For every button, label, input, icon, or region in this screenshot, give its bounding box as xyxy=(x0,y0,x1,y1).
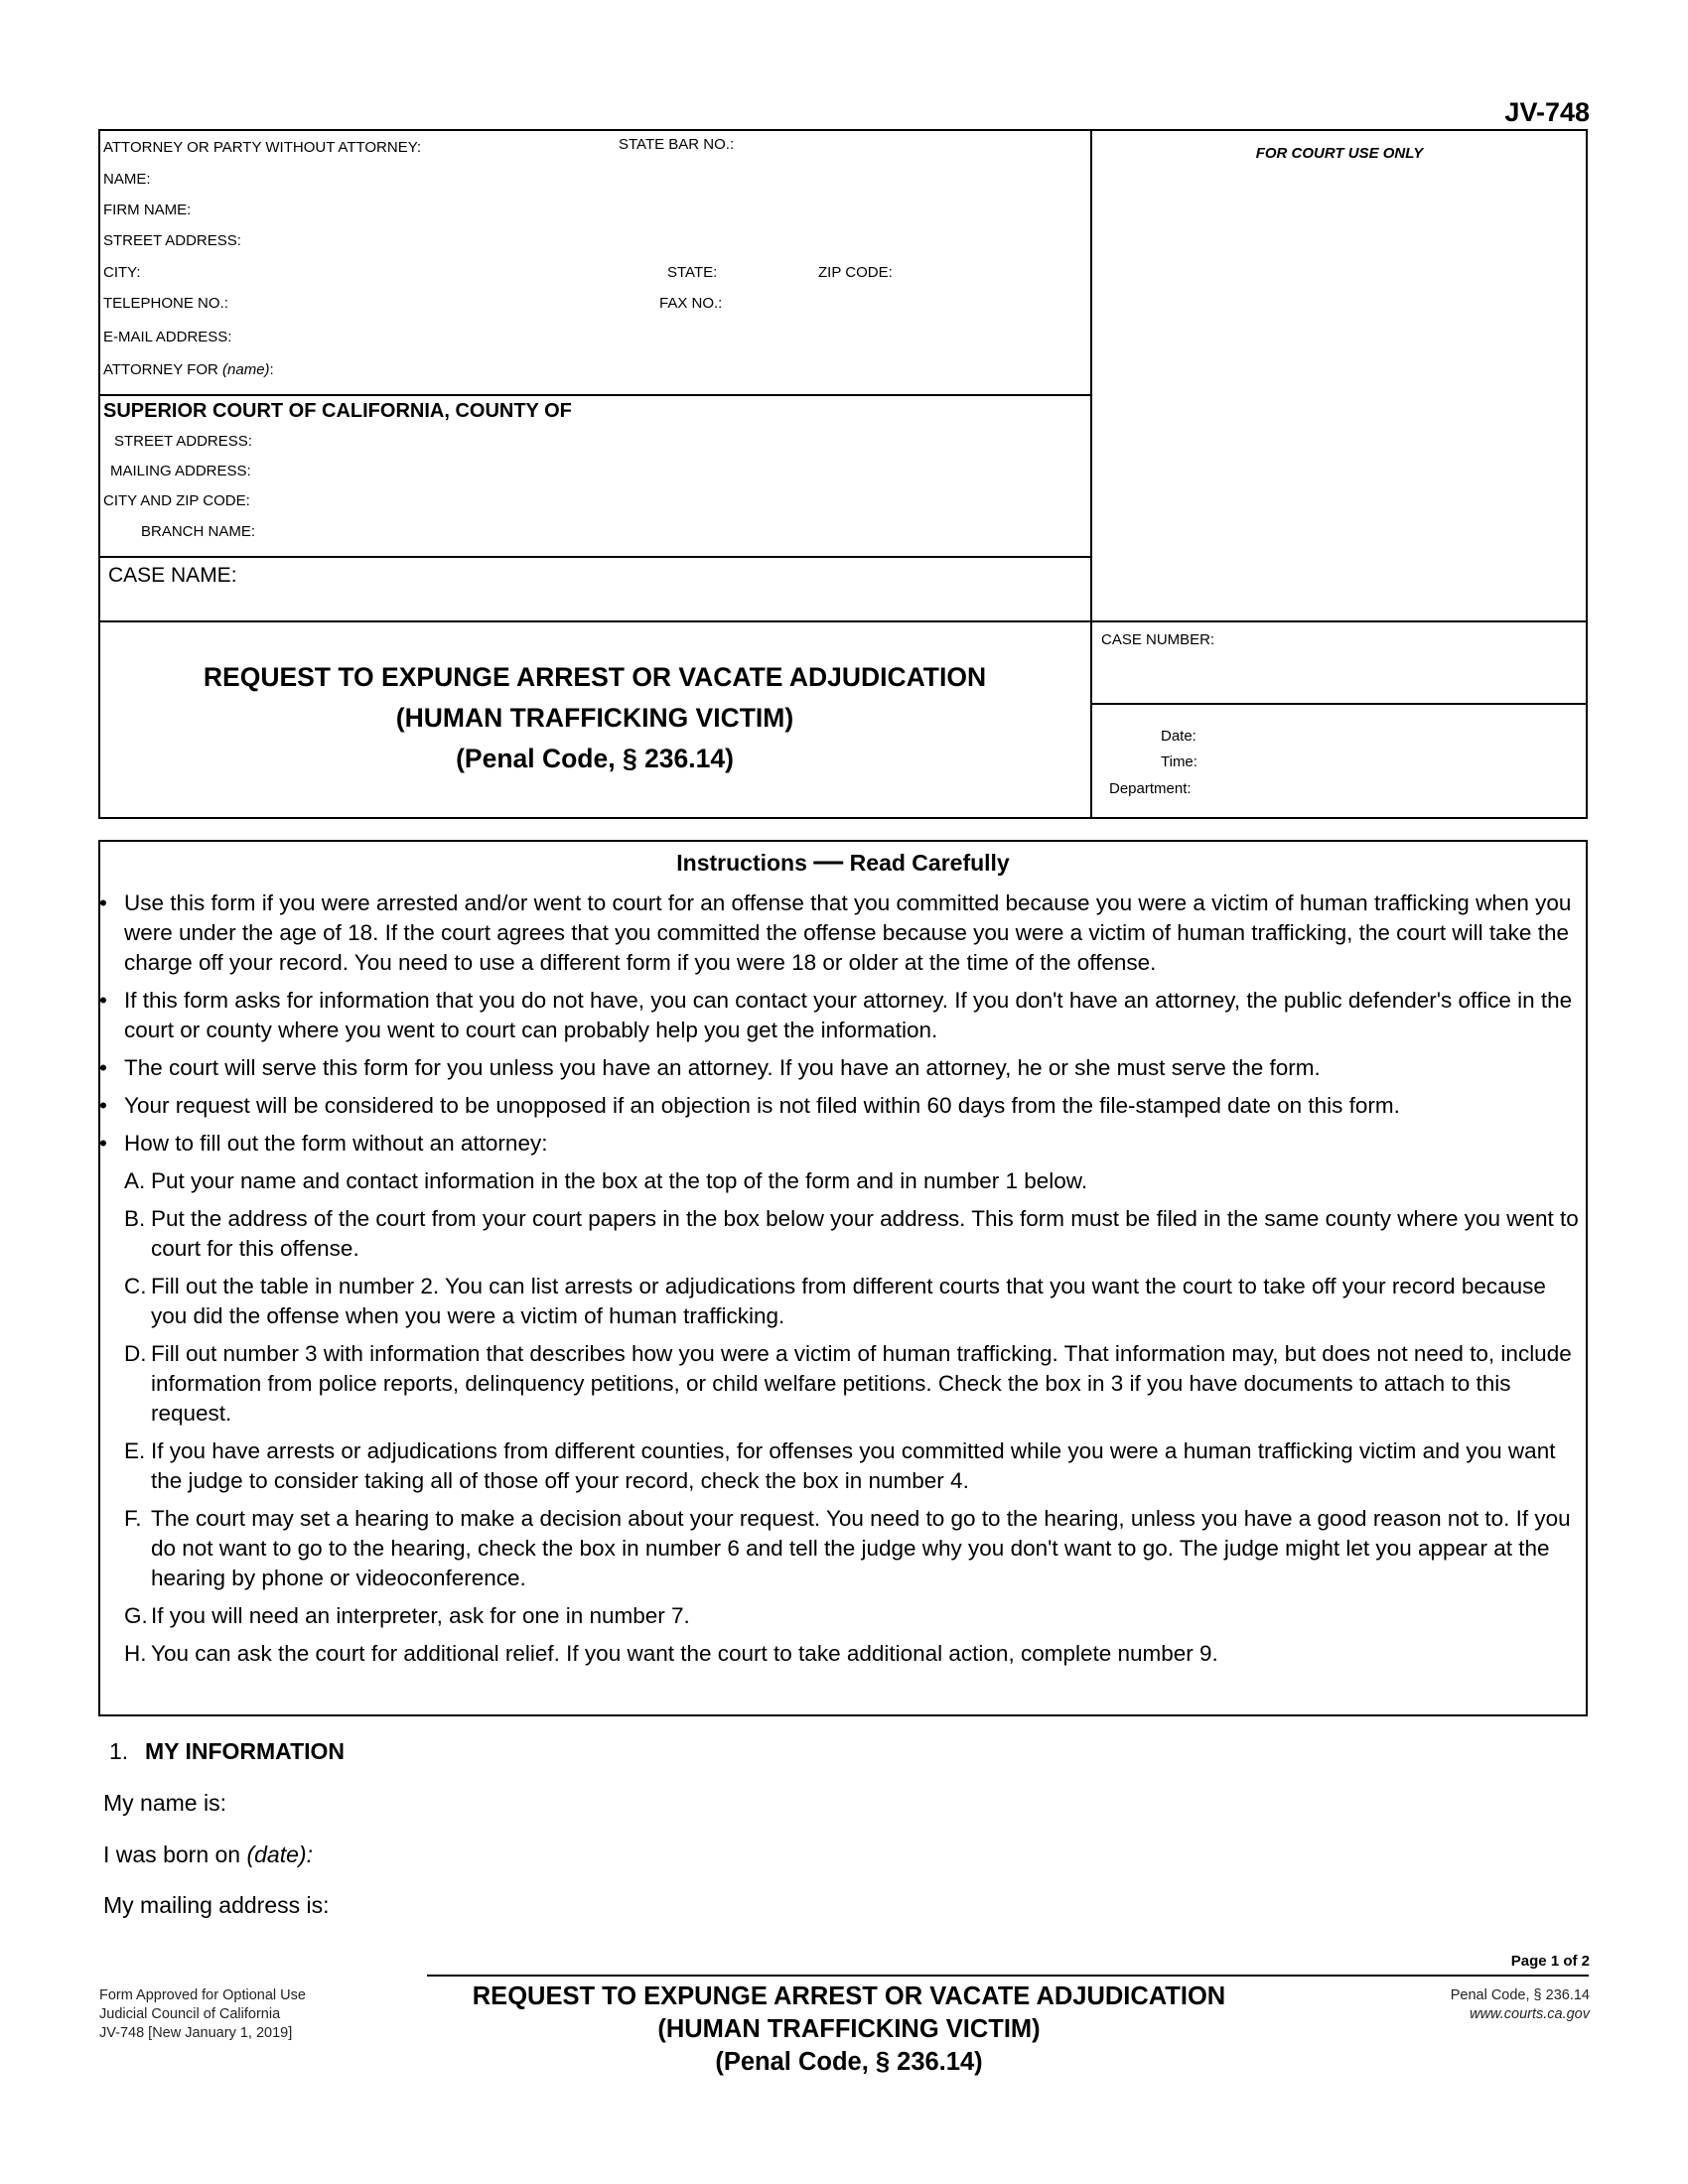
form-id: JV-748 xyxy=(1504,97,1590,127)
name-label: NAME: xyxy=(103,171,151,188)
section1-number: 1. xyxy=(109,1738,129,1764)
case-number-label: CASE NUMBER: xyxy=(1101,631,1215,648)
form-title-line2: (HUMAN TRAFFICKING VICTIM) xyxy=(395,703,794,733)
instruction-step: F. The court may set a hearing to make a decision about your request. You need to go to the hearing, unless you have a good reason not to. If you do not want to go to the hearing, check the box in number 6 and tell the judge why you don't want to go. The judge might let you appear at the hearing by phone or videoconference. xyxy=(124,1506,1571,1590)
telephone-label: TELEPHONE NO.: xyxy=(103,295,228,312)
footer-left: Form Approved for Optional Use Judicial Council of California JV-748 [New January 1, 2019] xyxy=(99,1987,306,2041)
instruction-bullet: • Your request will be considered to be unopposed if an objection is not filed within 60 days from the file-stamped date on this form. xyxy=(99,1093,1400,1118)
attorney-label: ATTORNEY OR PARTY WITHOUT ATTORNEY: xyxy=(103,139,422,156)
fax-label: FAX NO.: xyxy=(659,295,723,312)
footer-title: REQUEST TO EXPUNGE ARREST OR VACATE ADJUDICATION (HUMAN TRAFFICKING VICTIM) (Penal Code, § 236.14) xyxy=(472,1982,1226,2076)
state-bar-label: STATE BAR NO.: xyxy=(619,136,735,153)
zip-code-label: ZIP CODE: xyxy=(818,264,893,281)
case-number-bottom xyxy=(1090,703,1588,705)
section1-heading: MY INFORMATION xyxy=(145,1738,346,1764)
footer-right: Penal Code, § 236.14 www.courts.ca.gov xyxy=(1450,1987,1590,2022)
instruction-step: H. You can ask the court for additional relief. If you want the court to take additional action, complete number 9. xyxy=(124,1641,1218,1666)
instruction-bullet: • The court will serve this form for you unless you have an attorney. If you have an attorney, he or she must serve the form. xyxy=(99,1055,1321,1080)
firm-name-label: FIRM NAME: xyxy=(103,202,192,218)
instructions-heading: Instructions — Read Carefully xyxy=(676,845,1010,878)
court-title: SUPERIOR COURT OF CALIFORNIA, COUNTY OF xyxy=(103,400,572,422)
footer-rule xyxy=(427,1975,1589,1977)
page-number: Page 1 of 2 xyxy=(1510,1953,1590,1970)
court-city-zip-label: CITY AND ZIP CODE: xyxy=(103,492,250,509)
instruction-step: E. If you have arrests or adjudications from different counties, for offenses you committed while you were a human trafficking victim and you want the judge to consider taking all of those off your record, check the box in number 4. xyxy=(124,1438,1556,1493)
instructions-list xyxy=(99,888,1584,1677)
instruction-bullet: • If this form asks for information that you do not have, you can contact your attorney. If you don't have an attorney, the public defender's office in the court or county where you went to court can probably help you get the information. xyxy=(99,988,1573,1042)
instruction-bullet: • How to fill out the form without an attorney: xyxy=(99,1131,548,1156)
born-on-label: I was born on (date): xyxy=(103,1842,313,1867)
court-street-label: STREET ADDRESS: xyxy=(114,433,252,450)
court-use-label: FOR COURT USE ONLY xyxy=(1255,145,1424,162)
court-box-bottom xyxy=(98,556,1091,558)
attorney-for-label: ATTORNEY FOR (name): xyxy=(103,361,274,378)
hearing-department-label: Department: xyxy=(1109,780,1192,797)
case-name-label: CASE NAME: xyxy=(108,564,237,587)
attorney-box-bottom xyxy=(98,394,1091,396)
instruction-bullet: • Use this form if you were arrested and/or went to court for an offense that you committed because you were a victim of human trafficking when you were under the age of 18. If the court agrees that you committed the offense because you were a victim of human trafficking, the court will take the charge off your record. You need to use a different form if you were 18 or older at the time of the offense. xyxy=(99,890,1572,975)
court-mailing-label: MAILING ADDRESS: xyxy=(110,463,251,479)
mailing-address-label: My mailing address is: xyxy=(103,1892,330,1918)
court-branch-label: BRANCH NAME: xyxy=(141,523,256,540)
form-title-line1: REQUEST TO EXPUNGE ARREST OR VACATE ADJUDICATION xyxy=(203,662,987,692)
form-title xyxy=(99,657,1090,779)
form-title-line3: (Penal Code, § 236.14) xyxy=(456,744,734,773)
instruction-step: B. Put the address of the court from your court papers in the box below your address. This form must be filed in the same county where you went to court for this offense. xyxy=(124,1206,1579,1261)
instruction-step: G. If you will need an interpreter, ask for one in number 7. xyxy=(124,1603,690,1628)
street-address-label: STREET ADDRESS: xyxy=(103,232,241,249)
case-name-bottom xyxy=(98,620,1588,622)
header-divider xyxy=(1090,129,1092,819)
hearing-time-label: Time: xyxy=(1161,753,1197,770)
state-label: STATE: xyxy=(667,264,718,281)
instruction-step: C. Fill out the table in number 2. You can list arrests or adjudications from different courts that you want the court to take off your record because you did the offense when you were a victim of human trafficking. xyxy=(124,1274,1546,1328)
my-name-label: My name is: xyxy=(103,1790,226,1816)
email-label: E-MAIL ADDRESS: xyxy=(103,329,232,345)
instruction-step: A. Put your name and contact information in the box at the top of the form and in number 1 below. xyxy=(124,1168,1088,1193)
city-label: CITY: xyxy=(103,264,141,281)
instruction-step: D. Fill out number 3 with information that describes how you were a victim of human trafficking. That information may, but does not need to, include information from police reports, delinquency petitions, or child welfare petitions. Check the box in 3 if you have documents to attach to this request. xyxy=(124,1341,1572,1426)
hearing-date-label: Date: xyxy=(1161,728,1196,745)
courts-url: www.courts.ca.gov xyxy=(1470,2006,1590,2022)
heading-dash: — xyxy=(813,845,844,878)
